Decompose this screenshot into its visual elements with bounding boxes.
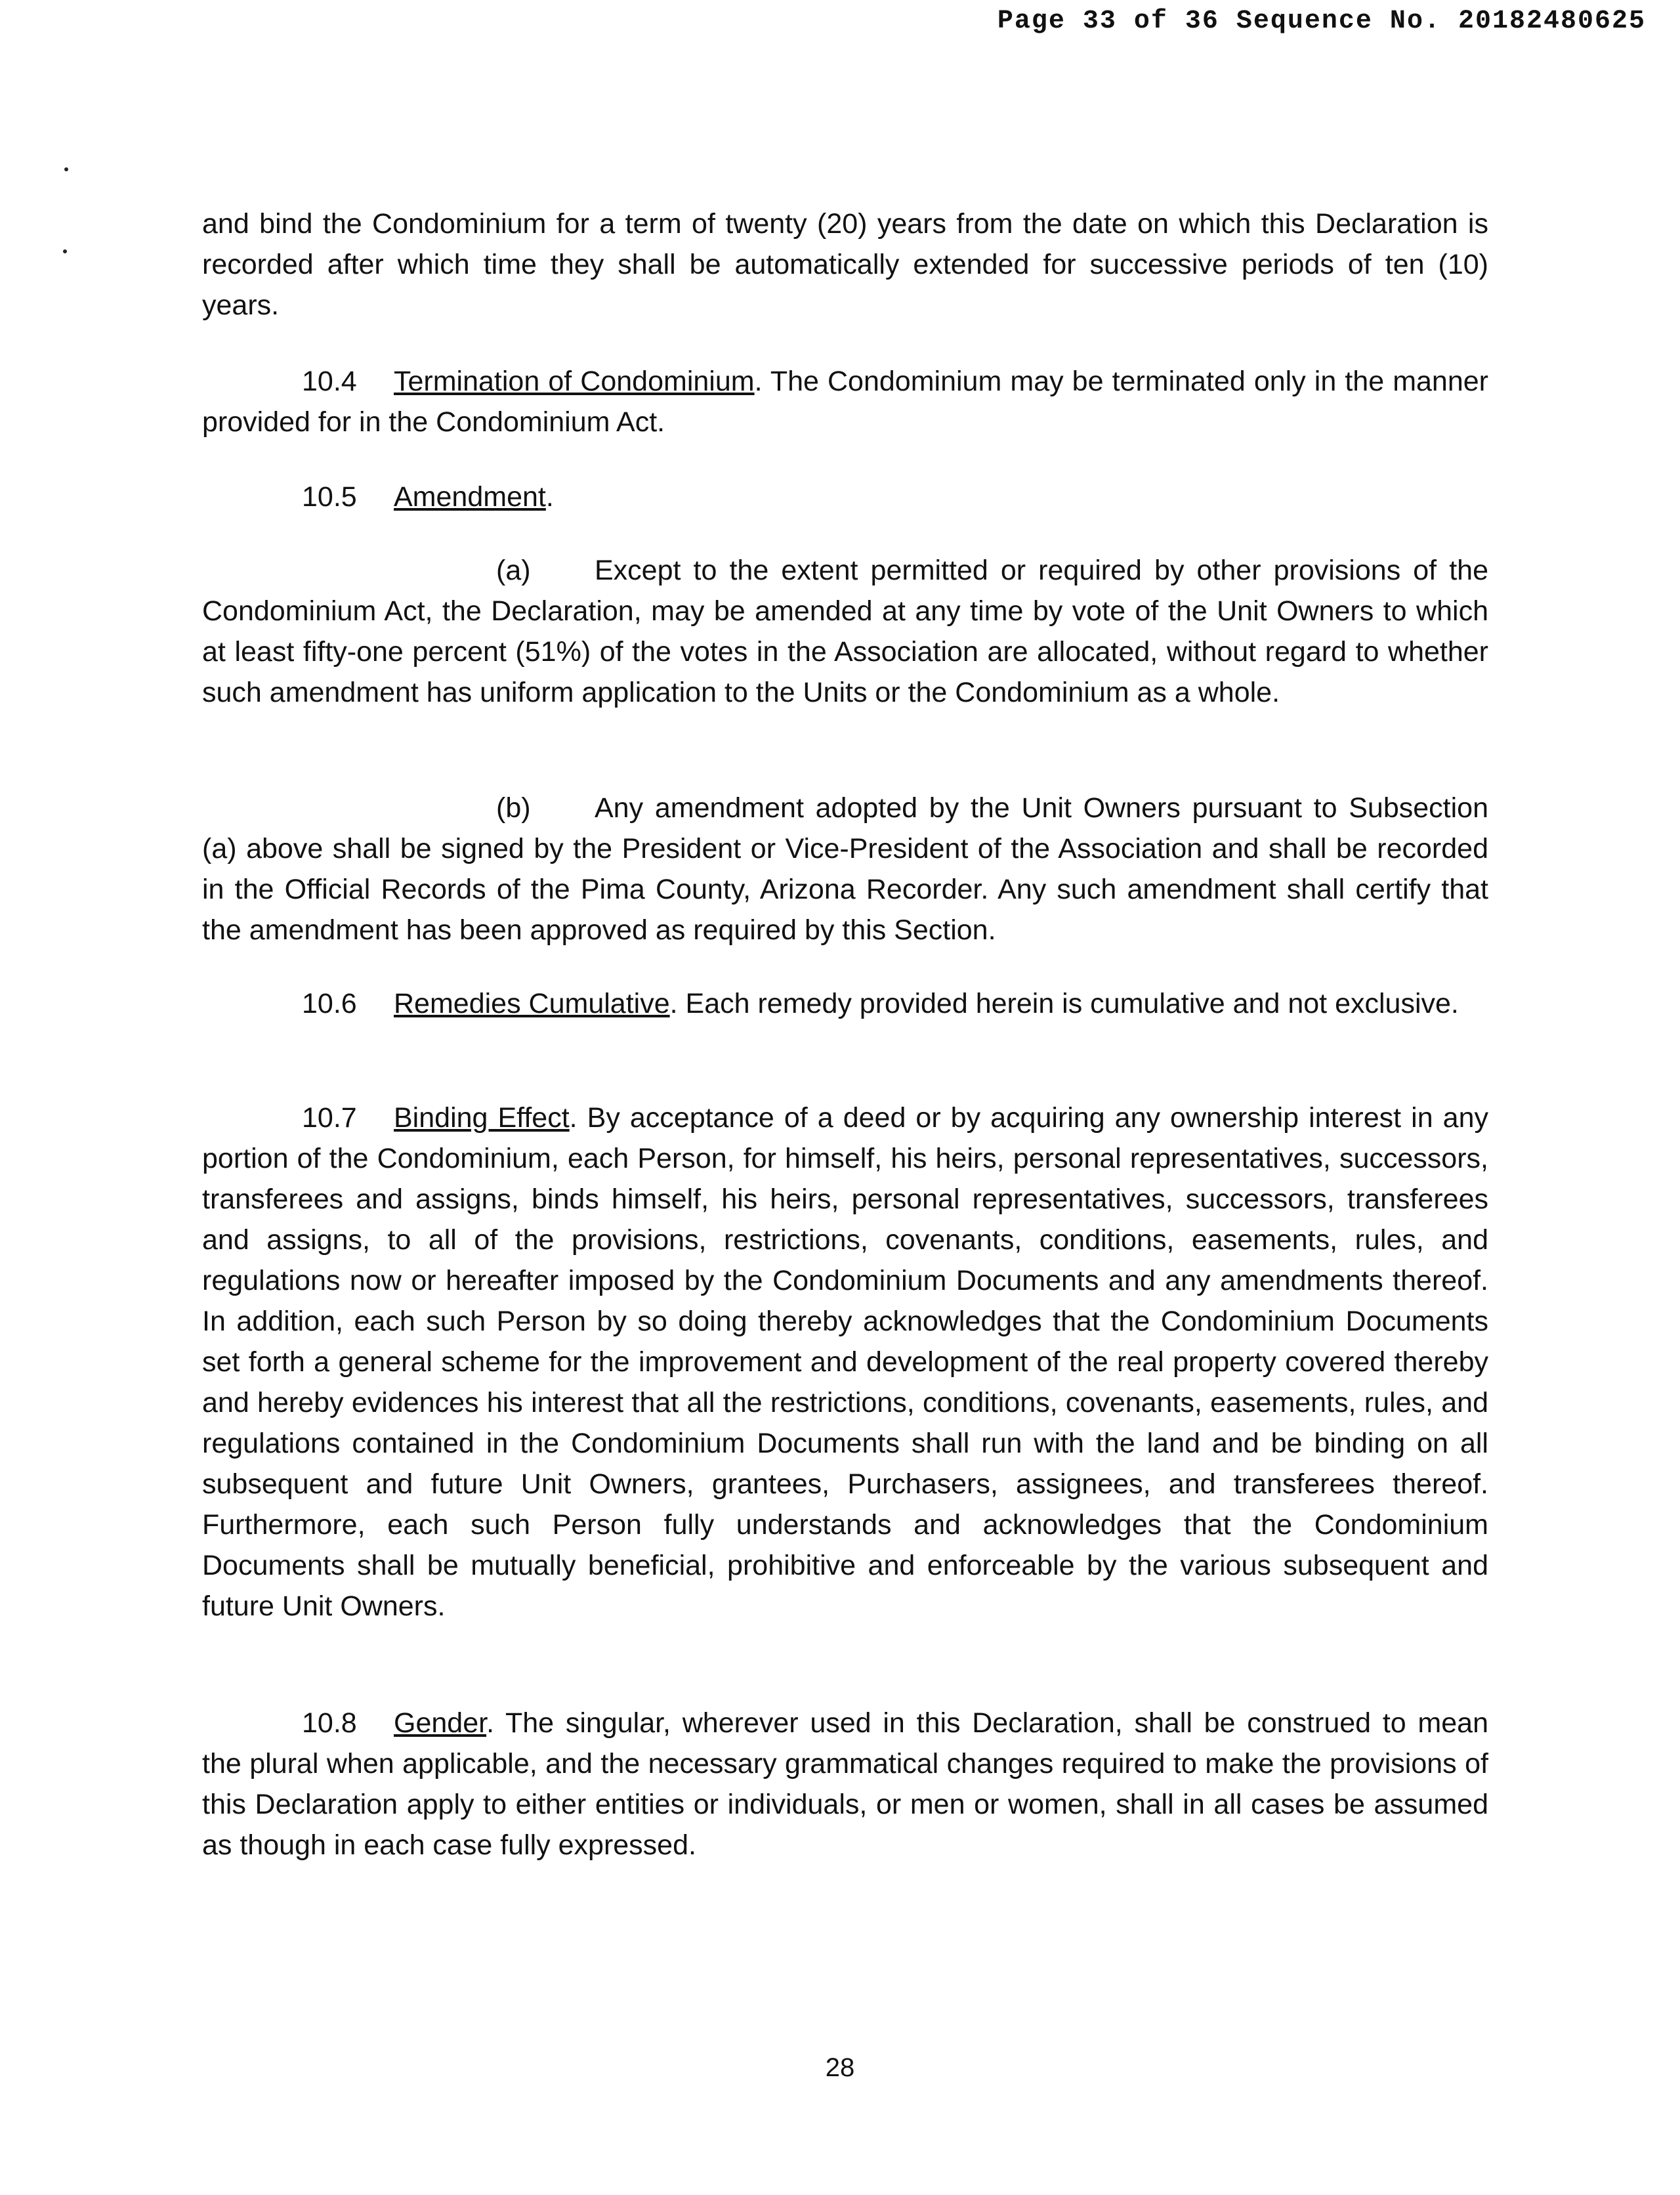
- section-10-5: [202, 477, 1488, 517]
- section-title: Remedies Cumulative: [394, 988, 670, 1019]
- section-text: . The Condominium may be terminated only in the manner provided for in the Condominium Act.: [202, 366, 1488, 438]
- section-text: . Each remedy provided herein is cumulative and not exclusive.: [669, 988, 1459, 1019]
- section-text: . The singular, wherever used in this Declaration, shall be construed to mean the plural when applicable, and the necessary grammatical changes required to make the provisions of this Declaration apply to either entities or individuals, or men or women, shall in all cases be assumed as though in each case fully expressed.: [202, 1707, 1488, 1861]
- scan-speck: [64, 167, 68, 171]
- intro-text: and bind the Condominium for a term of twenty (20) years from the date on which this Declaration is recorded after which time they shall be automatically extended for successive periods of ten (10) years.: [202, 208, 1488, 321]
- section-number: 10.5: [302, 481, 357, 513]
- section-text: . By acceptance of a deed or by acquiring any ownership interest in any portion of the Condominium, each Person, for himself, his heirs, personal representatives, successors, transferees and assigns, binds himself, his heirs, personal representatives, successors, transferees and assigns, to all of the provisions, restrictions, covenants, conditions, easements, rules, and regulations now or hereafter imposed by the Condominium Documents and any amendments thereof. In addition, each such Person by so doing thereby acknowledges that the Condominium Documents set forth a general scheme for the improvement and development of the real property covered thereby and hereby evidences his interest that all the restrictions, conditions, covenants, easements, rules, and regulations contained in the Condominium Documents shall run with the land and be binding on all subsequent and future Unit Owners, grantees, Purchasers, assignees, and transferees thereof. Furthermore, each such Person fully understands and acknowledges that the Condominium Documents shall be mutually beneficial, prohibitive and enforceable by the various subsequent and future Unit Owners.: [202, 1102, 1488, 1622]
- section-10-7: [202, 1098, 1488, 1627]
- section-number: 10.6: [302, 988, 357, 1019]
- section-title: Binding Effect: [394, 1102, 570, 1134]
- section-number: 10.4: [302, 366, 357, 397]
- section-text: .: [545, 481, 554, 513]
- subsection-text: Any amendment adopted by the Unit Owners pursuant to Subsection (a) above shall be signed by the President or Vice-President of the Association and shall be recorded in the Official Records of the Pima County, Arizona Recorder. Any such amendment shall certify that the amendment has been approved as required by this Section.: [202, 792, 1488, 946]
- subsection-10-5-b: [202, 788, 1488, 950]
- intro-paragraph: [202, 203, 1488, 326]
- section-title: Termination of Condominium: [394, 366, 755, 397]
- subsection-text: Except to the extent permitted or required by other provisions of the Condominium Act, the Declaration, may be amended at any time by vote of the Unit Owners to which at least fifty-one percent (51%) of the votes in the Association are allocated, without regard to whether such amendment has uniform application to the Units or the Condominium as a whole.: [202, 555, 1488, 708]
- subsection-10-5-a: [202, 550, 1488, 713]
- subsection-label: (a): [496, 555, 531, 586]
- page-sequence-header: Page 33 of 36 Sequence No. 20182480625: [997, 7, 1646, 36]
- section-title: Gender: [394, 1707, 487, 1739]
- section-10-4: [202, 361, 1488, 442]
- section-title: Amendment: [394, 481, 546, 513]
- subsection-label: (b): [496, 792, 531, 824]
- section-10-6: [202, 983, 1488, 1024]
- scan-speck: [63, 249, 67, 253]
- section-number: 10.7: [302, 1102, 357, 1134]
- section-10-8: [202, 1703, 1488, 1865]
- page-number: 28: [825, 2053, 855, 2082]
- section-number: 10.8: [302, 1707, 357, 1739]
